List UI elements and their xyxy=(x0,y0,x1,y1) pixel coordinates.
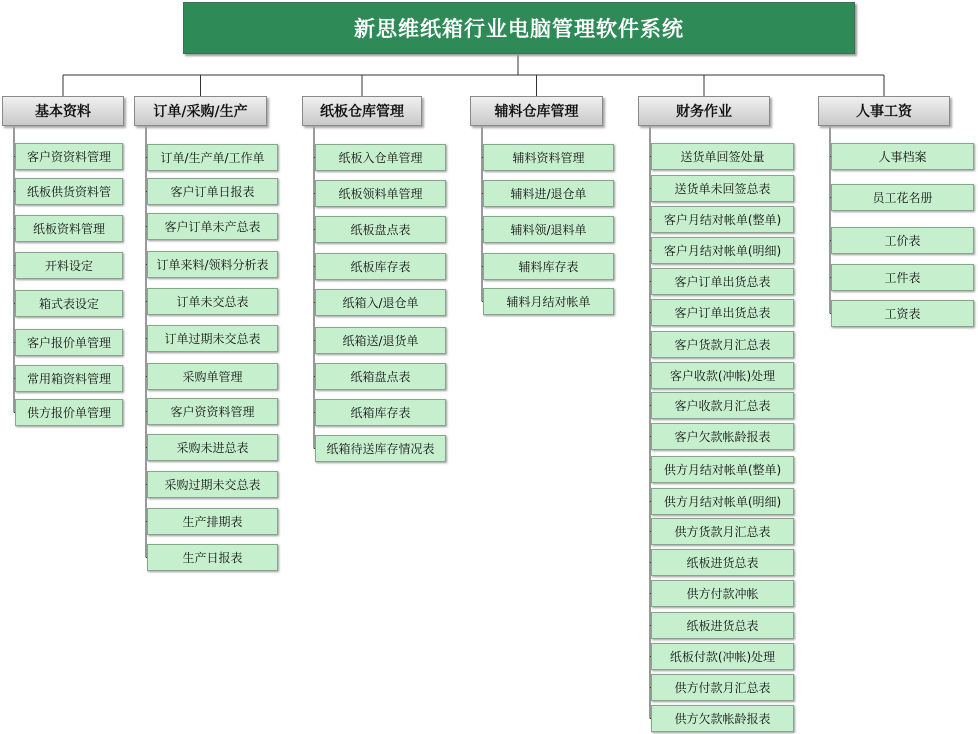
category-box[interactable]: 辅料仓库管理 xyxy=(470,96,603,126)
category-box[interactable]: 纸板仓库管理 xyxy=(302,96,422,126)
menu-item-box[interactable]: 订单过期未交总表 xyxy=(147,325,278,352)
menu-item-box[interactable]: 客户订单日报表 xyxy=(147,178,278,205)
menu-item-box[interactable]: 箱式表设定 xyxy=(15,290,123,317)
menu-item-box[interactable]: 员工花名册 xyxy=(831,184,974,211)
menu-item-box[interactable]: 供方货款月汇总表 xyxy=(651,518,794,545)
menu-item-box[interactable]: 订单/生产单/工作单 xyxy=(147,144,278,171)
menu-item-box[interactable]: 客户月结对帐单(明细) xyxy=(651,237,794,264)
menu-item-box[interactable]: 辅料进/退仓单 xyxy=(483,180,614,207)
menu-item-box[interactable]: 供方月结对帐单(明细) xyxy=(651,488,794,515)
menu-item-box[interactable]: 纸箱待送库存情况表 xyxy=(315,435,446,462)
menu-item-box[interactable]: 纸箱盘点表 xyxy=(315,363,446,390)
menu-item-box[interactable]: 纸板付款(冲帐)处理 xyxy=(651,643,794,670)
menu-item-box[interactable]: 供方报价单管理 xyxy=(15,399,123,426)
menu-item-box[interactable]: 生产排期表 xyxy=(147,508,278,535)
menu-item-box[interactable]: 常用箱资料管理 xyxy=(15,365,123,392)
menu-item-box[interactable]: 工资表 xyxy=(831,300,974,327)
menu-item-box[interactable]: 送货单回签处量 xyxy=(651,143,794,170)
menu-item-box[interactable]: 开料设定 xyxy=(15,252,123,279)
menu-item-box[interactable]: 采购过期未交总表 xyxy=(147,471,278,498)
menu-item-box[interactable]: 客户资资料管理 xyxy=(15,143,123,170)
category-box[interactable]: 人事工资 xyxy=(818,96,950,126)
system-title[interactable]: 新思维纸箱行业电脑管理软件系统 xyxy=(183,2,855,54)
menu-item-box[interactable]: 纸箱入/退仓单 xyxy=(315,289,446,316)
menu-item-box[interactable]: 纸板入仓单管理 xyxy=(315,144,446,171)
menu-item-box[interactable]: 纸板进货总表 xyxy=(651,612,794,639)
category-box[interactable]: 财务作业 xyxy=(638,96,770,126)
menu-item-box[interactable]: 纸板领料单管理 xyxy=(315,180,446,207)
category-box[interactable]: 基本资料 xyxy=(2,96,124,126)
menu-item-box[interactable]: 生产日报表 xyxy=(147,544,278,571)
menu-item-box[interactable]: 采购单管理 xyxy=(147,363,278,390)
menu-item-box[interactable]: 客户报价单管理 xyxy=(15,329,123,356)
menu-item-box[interactable]: 纸板供货资料管 xyxy=(15,178,123,205)
menu-item-box[interactable]: 客户订单出货总表 xyxy=(651,268,794,295)
menu-item-box[interactable]: 采购未进总表 xyxy=(147,434,278,461)
menu-item-box[interactable]: 工件表 xyxy=(831,264,974,291)
menu-item-box[interactable]: 辅料库存表 xyxy=(483,253,614,280)
menu-item-box[interactable]: 供方月结对帐单(整单) xyxy=(651,456,794,483)
menu-item-box[interactable]: 纸箱库存表 xyxy=(315,399,446,426)
menu-item-box[interactable]: 纸板资料管理 xyxy=(15,215,123,242)
menu-item-box[interactable]: 纸箱送/退货单 xyxy=(315,327,446,354)
menu-item-box[interactable]: 客户月结对帐单(整单) xyxy=(651,206,794,233)
menu-item-box[interactable]: 客户订单未产总表 xyxy=(147,213,278,240)
menu-item-box[interactable]: 辅料月结对帐单 xyxy=(483,288,614,315)
menu-item-box[interactable]: 订单来料/领料分析表 xyxy=(147,251,278,278)
menu-item-box[interactable]: 辅料资料管理 xyxy=(483,144,614,171)
menu-item-box[interactable]: 供方付款月汇总表 xyxy=(651,674,794,701)
menu-item-box[interactable]: 纸板库存表 xyxy=(315,253,446,280)
menu-item-box[interactable]: 送货单未回签总表 xyxy=(651,175,794,202)
menu-item-box[interactable]: 客户货款月汇总表 xyxy=(651,331,794,358)
category-box[interactable]: 订单/采购/生产 xyxy=(134,96,267,126)
menu-item-box[interactable]: 纸板盘点表 xyxy=(315,216,446,243)
menu-item-box[interactable]: 纸板进货总表 xyxy=(651,549,794,576)
menu-item-box[interactable]: 辅料领/退料单 xyxy=(483,216,614,243)
menu-item-box[interactable]: 工价表 xyxy=(831,227,974,254)
menu-item-box[interactable]: 客户资资料管理 xyxy=(147,398,278,425)
menu-item-box[interactable]: 人事档案 xyxy=(831,143,974,170)
menu-item-box[interactable]: 客户订单出货总表 xyxy=(651,299,794,326)
menu-item-box[interactable]: 供方付款冲帐 xyxy=(651,580,794,607)
menu-item-box[interactable]: 订单未交总表 xyxy=(147,288,278,315)
menu-item-box[interactable]: 供方欠款帐龄报表 xyxy=(651,705,794,732)
menu-item-box[interactable]: 客户收款(冲帐)处理 xyxy=(651,362,794,389)
menu-item-box[interactable]: 客户欠款帐龄报表 xyxy=(651,423,794,450)
menu-item-box[interactable]: 客户收款月汇总表 xyxy=(651,392,794,419)
